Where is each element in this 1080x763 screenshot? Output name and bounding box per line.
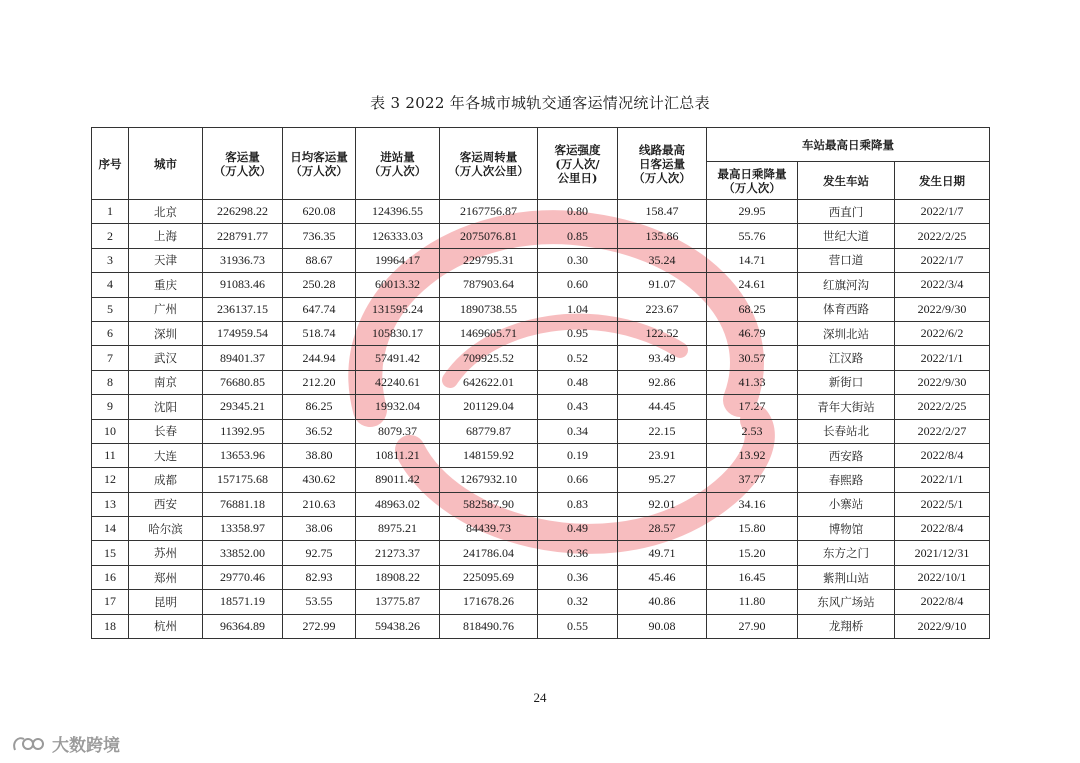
cell-seq: 3	[92, 248, 129, 272]
cell-seq: 12	[92, 468, 129, 492]
cell-entry: 19964.17	[356, 248, 440, 272]
table-row	[92, 443, 990, 467]
cell-station-max: 30.57	[707, 346, 798, 370]
cell-intensity: 0.36	[538, 565, 618, 589]
cell-line-max: 49.71	[618, 541, 707, 565]
cell-station-date: 2022/1/1	[895, 468, 990, 492]
cell-intensity: 0.48	[538, 370, 618, 394]
cell-station-max: 15.20	[707, 541, 798, 565]
cell-station-max: 68.25	[707, 297, 798, 321]
cell-station-date: 2022/2/25	[895, 395, 990, 419]
cell-intensity: 0.95	[538, 321, 618, 345]
cell-daily-volume: 88.67	[283, 248, 356, 272]
cell-station-max: 13.92	[707, 443, 798, 467]
cell-volume: 31936.73	[203, 248, 283, 272]
cell-intensity: 0.55	[538, 614, 618, 638]
cell-station-name: 紫荆山站	[798, 565, 895, 589]
cell-seq: 9	[92, 395, 129, 419]
table-row	[92, 492, 990, 516]
cell-station-max: 46.79	[707, 321, 798, 345]
cell-entry: 89011.42	[356, 468, 440, 492]
cell-station-name: 青年大街站	[798, 395, 895, 419]
cell-line-max: 223.67	[618, 297, 707, 321]
cell-station-name: 营口道	[798, 248, 895, 272]
cell-line-max: 45.46	[618, 565, 707, 589]
table-row	[92, 273, 990, 297]
cell-seq: 10	[92, 419, 129, 443]
cell-volume: 91083.46	[203, 273, 283, 297]
cell-seq: 7	[92, 346, 129, 370]
cell-daily-volume: 212.20	[283, 370, 356, 394]
brand-logo-icon	[12, 734, 46, 754]
cell-station-date: 2022/1/7	[895, 200, 990, 224]
cell-line-max: 90.08	[618, 614, 707, 638]
cell-station-date: 2022/2/25	[895, 224, 990, 248]
page-number: 24	[533, 690, 547, 705]
cell-intensity: 0.49	[538, 517, 618, 541]
cell-station-name: 红旗河沟	[798, 273, 895, 297]
cell-daily-volume: 647.74	[283, 297, 356, 321]
table-row	[92, 614, 990, 638]
cell-station-max: 27.90	[707, 614, 798, 638]
cell-intensity: 0.52	[538, 346, 618, 370]
cell-seq: 2	[92, 224, 129, 248]
cell-turnover: 642622.01	[440, 370, 538, 394]
table-row	[92, 370, 990, 394]
cell-entry: 48963.02	[356, 492, 440, 516]
cell-daily-volume: 38.06	[283, 517, 356, 541]
cell-line-max: 91.07	[618, 273, 707, 297]
cell-city: 重庆	[129, 273, 203, 297]
cell-entry: 60013.32	[356, 273, 440, 297]
cell-station-max: 15.80	[707, 517, 798, 541]
cell-volume: 174959.54	[203, 321, 283, 345]
cell-volume: 33852.00	[203, 541, 283, 565]
header-station-max: 最高日乘降量 （万人次）	[707, 162, 798, 200]
cell-seq: 13	[92, 492, 129, 516]
cell-daily-volume: 244.94	[283, 346, 356, 370]
cell-turnover: 241786.04	[440, 541, 538, 565]
cell-seq: 4	[92, 273, 129, 297]
cell-daily-volume: 38.80	[283, 443, 356, 467]
cell-entry: 21273.37	[356, 541, 440, 565]
cell-daily-volume: 86.25	[283, 395, 356, 419]
cell-seq: 6	[92, 321, 129, 345]
cell-city: 沈阳	[129, 395, 203, 419]
cell-line-max: 122.52	[618, 321, 707, 345]
cell-volume: 29345.21	[203, 395, 283, 419]
cell-station-date: 2022/3/4	[895, 273, 990, 297]
table-row	[92, 468, 990, 492]
cell-seq: 11	[92, 443, 129, 467]
cell-turnover: 148159.92	[440, 443, 538, 467]
cell-station-max: 11.80	[707, 590, 798, 614]
cell-turnover: 582587.90	[440, 492, 538, 516]
cell-entry: 10811.21	[356, 443, 440, 467]
cell-entry: 8975.21	[356, 517, 440, 541]
cell-station-date: 2022/8/4	[895, 443, 990, 467]
cell-intensity: 0.32	[538, 590, 618, 614]
table-row	[92, 565, 990, 589]
cell-turnover: 787903.64	[440, 273, 538, 297]
header-entry: 进站量 （万人次）	[356, 128, 440, 200]
cell-city: 南京	[129, 370, 203, 394]
cell-station-name: 新街口	[798, 370, 895, 394]
cell-station-max: 37.77	[707, 468, 798, 492]
cell-line-max: 28.57	[618, 517, 707, 541]
statistics-table	[91, 127, 990, 639]
cell-station-date: 2021/12/31	[895, 541, 990, 565]
cell-station-name: 东方之门	[798, 541, 895, 565]
cell-turnover: 225095.69	[440, 565, 538, 589]
cell-city: 广州	[129, 297, 203, 321]
header-seq: 序号	[92, 128, 129, 200]
cell-daily-volume: 620.08	[283, 200, 356, 224]
brand-name: 大数跨境	[52, 736, 120, 756]
cell-station-date: 2022/5/1	[895, 492, 990, 516]
cell-city: 昆明	[129, 590, 203, 614]
cell-station-name: 西直门	[798, 200, 895, 224]
cell-entry: 57491.42	[356, 346, 440, 370]
header-volume: 客运量 （万人次）	[203, 128, 283, 200]
cell-entry: 19932.04	[356, 395, 440, 419]
cell-turnover: 818490.76	[440, 614, 538, 638]
cell-line-max: 95.27	[618, 468, 707, 492]
cell-entry: 18908.22	[356, 565, 440, 589]
cell-turnover: 201129.04	[440, 395, 538, 419]
cell-seq: 16	[92, 565, 129, 589]
cell-daily-volume: 92.75	[283, 541, 356, 565]
table-title: 表 3 2022 年各城市城轨交通客运情况统计汇总表	[370, 94, 710, 112]
cell-daily-volume: 250.28	[283, 273, 356, 297]
cell-station-name: 江汉路	[798, 346, 895, 370]
cell-seq: 5	[92, 297, 129, 321]
table-row	[92, 541, 990, 565]
cell-volume: 13358.97	[203, 517, 283, 541]
cell-station-name: 西安路	[798, 443, 895, 467]
cell-intensity: 0.60	[538, 273, 618, 297]
cell-line-max: 158.47	[618, 200, 707, 224]
cell-turnover: 229795.31	[440, 248, 538, 272]
cell-volume: 11392.95	[203, 419, 283, 443]
cell-daily-volume: 82.93	[283, 565, 356, 589]
cell-intensity: 0.85	[538, 224, 618, 248]
cell-city: 苏州	[129, 541, 203, 565]
cell-station-date: 2022/1/1	[895, 346, 990, 370]
cell-volume: 76881.18	[203, 492, 283, 516]
cell-turnover: 709925.52	[440, 346, 538, 370]
brand-watermark	[12, 731, 120, 756]
cell-volume: 18571.19	[203, 590, 283, 614]
cell-line-max: 23.91	[618, 443, 707, 467]
cell-entry: 105830.17	[356, 321, 440, 345]
cell-entry: 124396.55	[356, 200, 440, 224]
cell-station-date: 2022/1/7	[895, 248, 990, 272]
cell-intensity: 0.30	[538, 248, 618, 272]
cell-station-date: 2022/9/10	[895, 614, 990, 638]
cell-station-name: 东风广场站	[798, 590, 895, 614]
cell-turnover: 171678.26	[440, 590, 538, 614]
cell-volume: 13653.96	[203, 443, 283, 467]
cell-city: 郑州	[129, 565, 203, 589]
cell-line-max: 135.86	[618, 224, 707, 248]
cell-turnover: 84439.73	[440, 517, 538, 541]
cell-intensity: 0.83	[538, 492, 618, 516]
cell-station-max: 24.61	[707, 273, 798, 297]
cell-station-name: 长春站北	[798, 419, 895, 443]
cell-daily-volume: 210.63	[283, 492, 356, 516]
cell-volume: 157175.68	[203, 468, 283, 492]
cell-station-name: 体育西路	[798, 297, 895, 321]
cell-station-max: 2.53	[707, 419, 798, 443]
cell-station-max: 29.95	[707, 200, 798, 224]
cell-station-date: 2022/10/1	[895, 565, 990, 589]
cell-turnover: 1267932.10	[440, 468, 538, 492]
cell-daily-volume: 518.74	[283, 321, 356, 345]
cell-line-max: 92.01	[618, 492, 707, 516]
cell-station-max: 34.16	[707, 492, 798, 516]
header-station-group: 车站最高日乘降量	[707, 128, 990, 162]
cell-daily-volume: 36.52	[283, 419, 356, 443]
cell-station-name: 博物馆	[798, 517, 895, 541]
cell-line-max: 92.86	[618, 370, 707, 394]
header-line-max: 线路最高 日客运量 （万人次）	[618, 128, 707, 200]
cell-volume: 228791.77	[203, 224, 283, 248]
cell-seq: 14	[92, 517, 129, 541]
cell-seq: 15	[92, 541, 129, 565]
cell-turnover: 68779.87	[440, 419, 538, 443]
cell-line-max: 22.15	[618, 419, 707, 443]
cell-line-max: 40.86	[618, 590, 707, 614]
table-row	[92, 590, 990, 614]
cell-intensity: 0.43	[538, 395, 618, 419]
cell-intensity: 0.34	[538, 419, 618, 443]
cell-daily-volume: 736.35	[283, 224, 356, 248]
cell-station-date: 2022/6/2	[895, 321, 990, 345]
cell-line-max: 44.45	[618, 395, 707, 419]
cell-city: 杭州	[129, 614, 203, 638]
table-row	[92, 321, 990, 345]
cell-city: 上海	[129, 224, 203, 248]
cell-station-max: 41.33	[707, 370, 798, 394]
header-turnover: 客运周转量 （万人次公里）	[440, 128, 538, 200]
cell-station-date: 2022/9/30	[895, 297, 990, 321]
table-row	[92, 395, 990, 419]
cell-station-max: 14.71	[707, 248, 798, 272]
table-row	[92, 346, 990, 370]
cell-entry: 13775.87	[356, 590, 440, 614]
cell-seq: 18	[92, 614, 129, 638]
cell-city: 哈尔滨	[129, 517, 203, 541]
cell-volume: 29770.46	[203, 565, 283, 589]
table-row	[92, 517, 990, 541]
cell-entry: 42240.61	[356, 370, 440, 394]
cell-city: 成都	[129, 468, 203, 492]
cell-station-date: 2022/8/4	[895, 517, 990, 541]
header-station-date: 发生日期	[895, 162, 990, 200]
cell-daily-volume: 430.62	[283, 468, 356, 492]
table-row	[92, 297, 990, 321]
cell-volume: 236137.15	[203, 297, 283, 321]
header-intensity: 客运强度 (万人次/ 公里日)	[538, 128, 618, 200]
cell-turnover: 2167756.87	[440, 200, 538, 224]
cell-intensity: 0.19	[538, 443, 618, 467]
cell-line-max: 93.49	[618, 346, 707, 370]
cell-seq: 1	[92, 200, 129, 224]
cell-entry: 59438.26	[356, 614, 440, 638]
cell-intensity: 0.36	[538, 541, 618, 565]
cell-station-name: 小寨站	[798, 492, 895, 516]
table-row	[92, 419, 990, 443]
cell-city: 西安	[129, 492, 203, 516]
table-row	[92, 224, 990, 248]
cell-station-max: 55.76	[707, 224, 798, 248]
cell-station-date: 2022/9/30	[895, 370, 990, 394]
header-station-name: 发生车站	[798, 162, 895, 200]
cell-city: 武汉	[129, 346, 203, 370]
table-row	[92, 248, 990, 272]
cell-intensity: 1.04	[538, 297, 618, 321]
cell-volume: 96364.89	[203, 614, 283, 638]
cell-entry: 126333.03	[356, 224, 440, 248]
cell-entry: 131595.24	[356, 297, 440, 321]
cell-city: 长春	[129, 419, 203, 443]
cell-city: 大连	[129, 443, 203, 467]
cell-station-name: 春熙路	[798, 468, 895, 492]
cell-station-max: 16.45	[707, 565, 798, 589]
cell-intensity: 0.66	[538, 468, 618, 492]
cell-station-date: 2022/8/4	[895, 590, 990, 614]
cell-city: 深圳	[129, 321, 203, 345]
cell-seq: 8	[92, 370, 129, 394]
cell-city: 北京	[129, 200, 203, 224]
cell-volume: 89401.37	[203, 346, 283, 370]
cell-daily-volume: 272.99	[283, 614, 356, 638]
cell-turnover: 1469605.71	[440, 321, 538, 345]
header-daily-volume: 日均客运量 （万人次）	[283, 128, 356, 200]
cell-entry: 8079.37	[356, 419, 440, 443]
cell-station-date: 2022/2/27	[895, 419, 990, 443]
cell-volume: 226298.22	[203, 200, 283, 224]
cell-intensity: 0.80	[538, 200, 618, 224]
cell-line-max: 35.24	[618, 248, 707, 272]
cell-turnover: 2075076.81	[440, 224, 538, 248]
cell-volume: 76680.85	[203, 370, 283, 394]
cell-city: 天津	[129, 248, 203, 272]
cell-seq: 17	[92, 590, 129, 614]
table-row	[92, 200, 990, 224]
cell-daily-volume: 53.55	[283, 590, 356, 614]
cell-station-name: 龙翔桥	[798, 614, 895, 638]
cell-station-max: 17.27	[707, 395, 798, 419]
cell-turnover: 1890738.55	[440, 297, 538, 321]
header-city: 城市	[129, 128, 203, 200]
cell-station-name: 世纪大道	[798, 224, 895, 248]
cell-station-name: 深圳北站	[798, 321, 895, 345]
